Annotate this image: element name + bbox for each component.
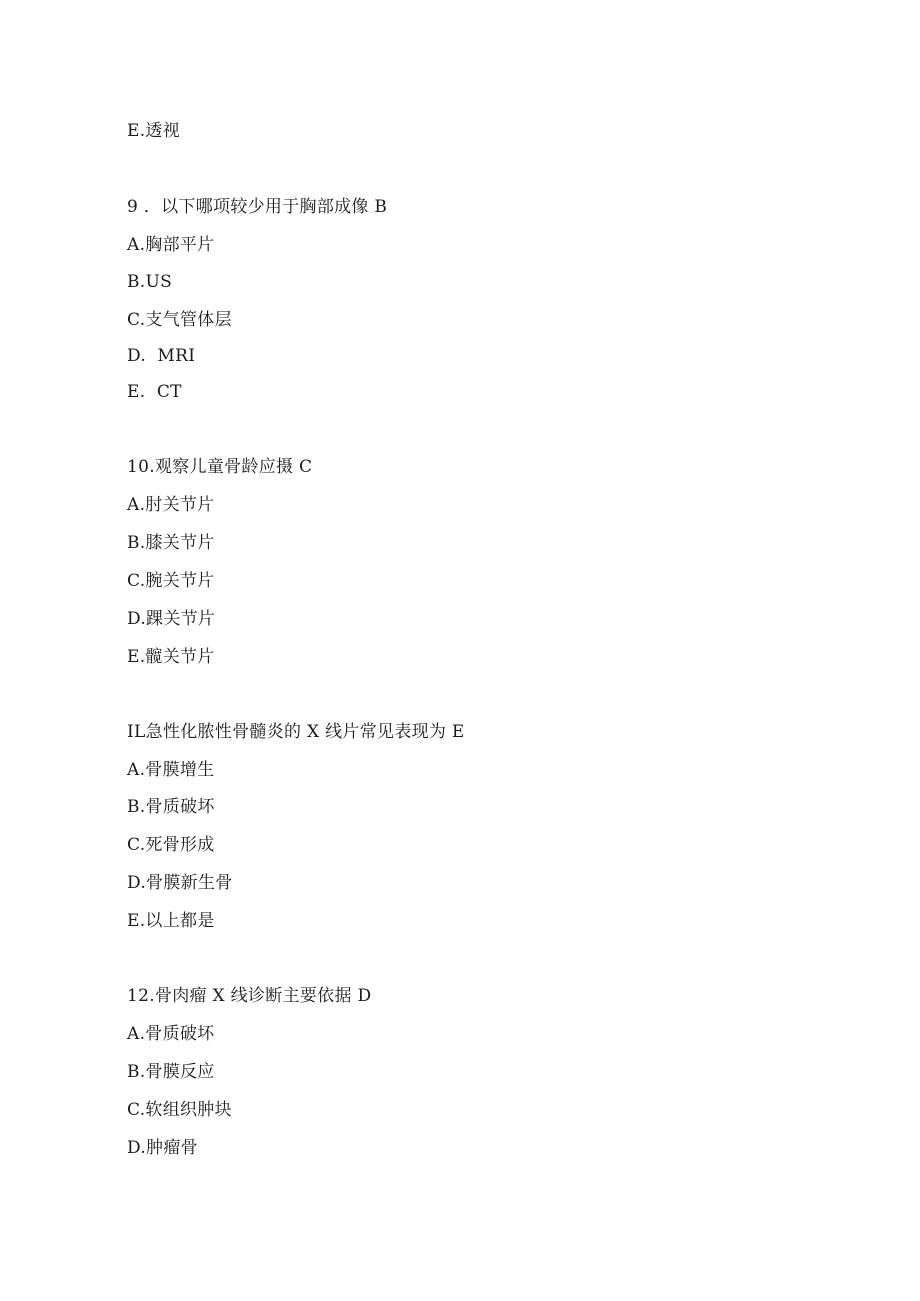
question-9-option-b: B.US xyxy=(127,272,173,292)
question-12-option-c: C.软组织肿块 xyxy=(127,1100,232,1120)
question-12-option-a: A.骨质破坏 xyxy=(127,1024,215,1044)
question-12-option-b: B.骨膜反应 xyxy=(127,1062,215,1082)
question-12-option-d: D.肿瘤骨 xyxy=(127,1138,198,1158)
question-12-stem: 12.骨肉瘤 X 线诊断主要依据 D xyxy=(127,986,372,1006)
question-10-option-b: B.膝关节片 xyxy=(127,533,215,553)
question-11-stem: IL急性化脓性骨髓炎的 X 线片常见表现为 E xyxy=(127,722,465,742)
question-11-option-e: E.以上都是 xyxy=(127,911,215,931)
question-11-option-c: C.死骨形成 xyxy=(127,835,215,855)
question-10-option-d: D.踝关节片 xyxy=(127,609,216,629)
option-e-prev: E.透视 xyxy=(127,121,181,141)
question-10-option-c: C.腕关节片 xyxy=(127,571,215,591)
question-9-option-c: C.支气管体层 xyxy=(127,310,232,330)
question-10-stem: 10.观察儿童骨龄应摄 C xyxy=(127,457,313,477)
question-9-option-d: D. MRI xyxy=(127,346,196,366)
question-9-option-e: E. CT xyxy=(127,382,182,402)
question-9-stem: 9 ．以下哪项较少用于胸部成像 B xyxy=(127,197,388,217)
question-11-option-a: A.骨膜增生 xyxy=(127,760,215,780)
question-10-option-a: A.肘关节片 xyxy=(127,495,215,515)
question-9-option-a: A.胸部平片 xyxy=(127,235,215,255)
question-10-option-e: E.髋关节片 xyxy=(127,647,215,667)
question-11-option-d: D.骨膜新生骨 xyxy=(127,873,233,893)
question-11-option-b: B.骨质破坏 xyxy=(127,797,215,817)
